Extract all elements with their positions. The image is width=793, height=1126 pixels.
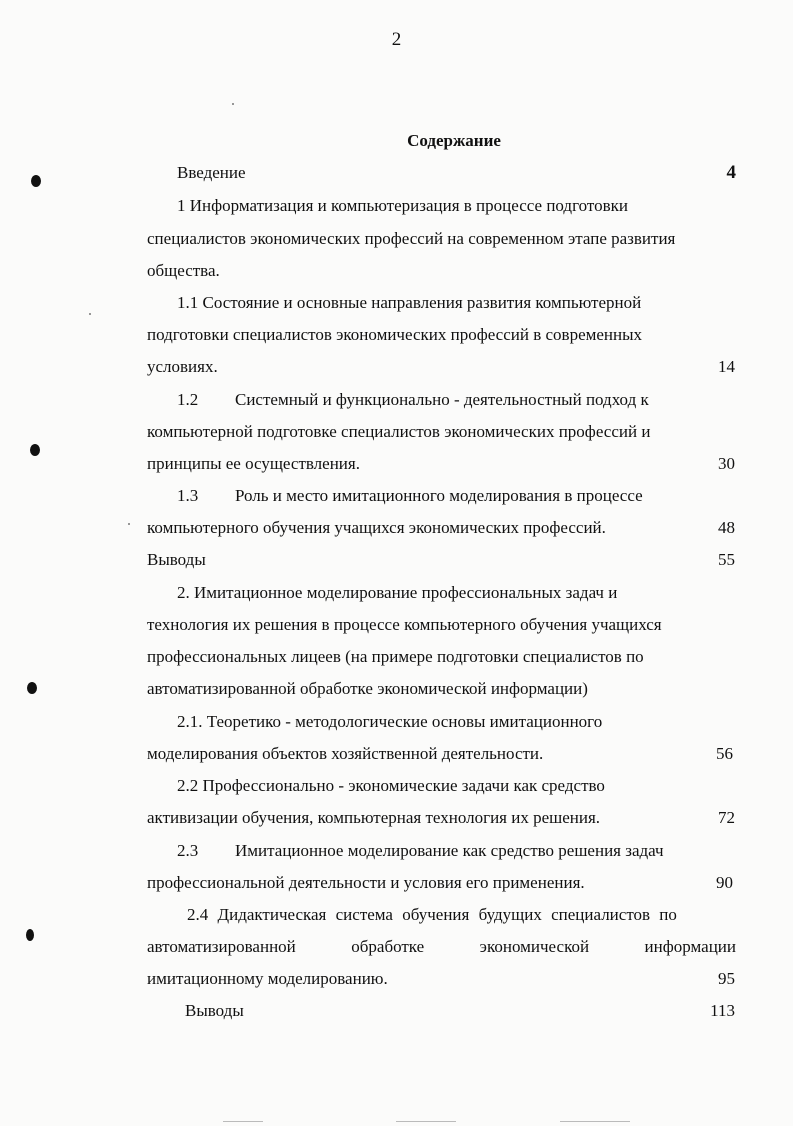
- toc-conclusions2-page: 113: [710, 1001, 735, 1020]
- toc-s1-line1: 1 Информатизация и компьютеризация в процессе подготовки: [177, 196, 628, 215]
- toc-s1-3-line1: Роль и место имитационного моделирования в процессе: [235, 486, 643, 505]
- punch-hole: [27, 682, 37, 694]
- toc-s1-1-line1: 1.1 Состояние и основные направления развития компьютерной: [177, 293, 642, 312]
- toc-title: Содержание: [407, 131, 501, 150]
- page-number: 2: [391, 29, 402, 50]
- toc-s2-4-line2: автоматизированной обработке экономической информации: [147, 937, 736, 956]
- toc-s2-2-line2: активизации обучения, компьютерная технология их решения.: [147, 808, 601, 827]
- toc-s1-2-line1: Системный и функционально - деятельностный подход к: [235, 390, 649, 409]
- toc-s1-3-line2: компьютерного обучения учащихся экономических профессий.: [147, 518, 606, 537]
- punch-hole: [31, 175, 41, 187]
- toc-s2-4-page: 95: [718, 969, 735, 988]
- toc-s2-3-number: 2.3: [177, 841, 199, 860]
- toc-s2-3-line1: Имитационное моделирование как средство решения задач: [235, 841, 664, 860]
- toc-s2-4-line1: 2.4 Дидактическая система обучения будущих специалистов по: [187, 905, 677, 924]
- scan-edge-line: [223, 1121, 263, 1122]
- toc-s1-line3: общества.: [147, 261, 220, 280]
- toc-s1-3-number: 1.3: [177, 486, 199, 505]
- toc-s2-2-line1: 2.2 Профессионально - экономические задачи как средство: [177, 776, 605, 795]
- toc-s2-line4: автоматизированной обработке экономической информации): [147, 679, 588, 698]
- scan-edge-line: [396, 1121, 456, 1122]
- toc-s2-line3: профессиональных лицеев (на примере подготовки специалистов по: [147, 647, 644, 666]
- speck: [89, 313, 91, 315]
- toc-s1-1-line3: условиях.: [147, 357, 218, 376]
- punch-hole: [30, 444, 40, 456]
- speck: [232, 103, 234, 105]
- toc-s2-4-line3: имитационному моделированию.: [147, 969, 388, 988]
- toc-s2-1-line1: 2.1. Теоретико - методологические основы имитационного: [177, 712, 603, 731]
- toc-s1-3-page: 48: [718, 518, 735, 537]
- toc-s1-2-number: 1.2: [177, 390, 199, 409]
- toc-s2-1-line2: моделирования объектов хозяйственной деятельности.: [147, 744, 544, 763]
- speck: [128, 523, 130, 525]
- toc-s1-1-page: 14: [718, 357, 735, 376]
- toc-s2-3-line2: профессиональной деятельности и условия его применения.: [147, 873, 585, 892]
- toc-intro-page: 4: [726, 162, 736, 183]
- toc-s2-2-page: 72: [718, 808, 735, 827]
- toc-s2-1-page: 56: [716, 744, 733, 763]
- toc-s2-3-page: 90: [716, 873, 733, 892]
- toc-s1-2-line3: принципы ее осуществления.: [147, 454, 360, 473]
- toc-s1-2-page: 30: [718, 454, 735, 473]
- toc-s1-1-line2: подготовки специалистов экономических профессий в современных: [147, 325, 643, 344]
- toc-conclusions1-label: Выводы: [147, 550, 206, 569]
- toc-intro-label: Введение: [177, 163, 246, 182]
- toc-s1-line2: специалистов экономических профессий на современном этапе развития: [147, 229, 676, 248]
- toc-s2-line1: 2. Имитационное моделирование профессиональных задач и: [177, 583, 618, 602]
- toc-conclusions1-page: 55: [718, 550, 735, 569]
- toc-s1-2-line2: компьютерной подготовке специалистов экономических профессий и: [147, 422, 651, 441]
- toc-conclusions2-label: Выводы: [185, 1001, 244, 1020]
- punch-hole: [26, 929, 34, 941]
- scan-edge-line: [560, 1121, 630, 1122]
- toc-s2-line2: технология их решения в процессе компьютерного обучения учащихся: [147, 615, 662, 634]
